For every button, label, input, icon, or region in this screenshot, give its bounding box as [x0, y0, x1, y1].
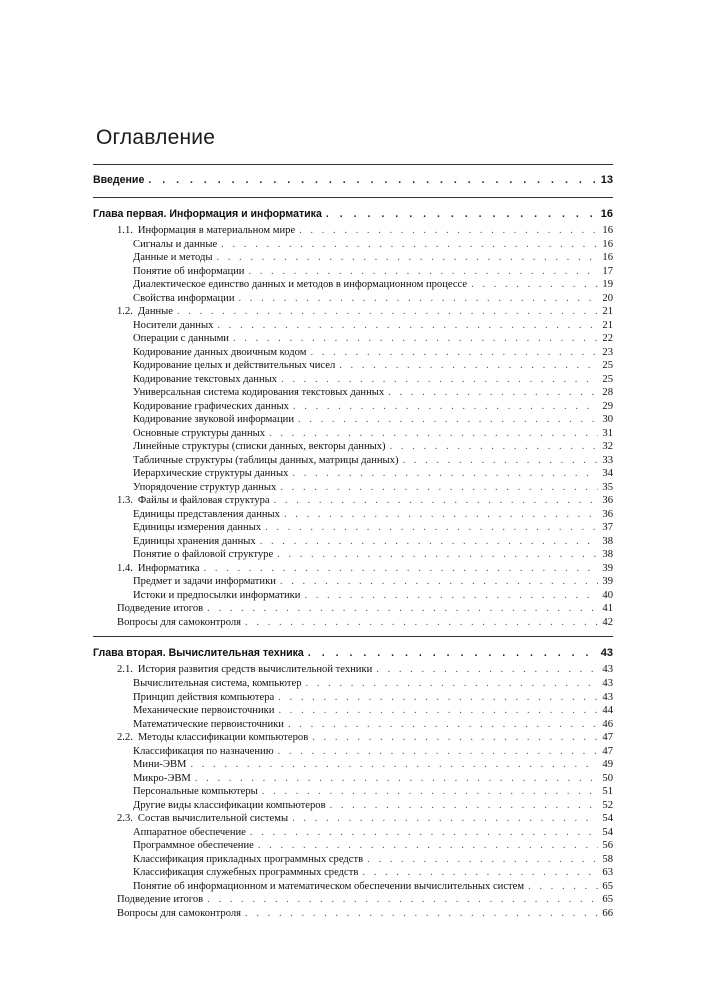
toc-subsection-row[interactable]: [93, 718, 613, 732]
dot-leader: [233, 332, 598, 346]
section-number: 2.1.: [117, 664, 133, 676]
toc-intro-page: 13: [600, 174, 613, 186]
toc-subsection-row[interactable]: [93, 785, 613, 799]
toc-intro-row[interactable]: [93, 171, 613, 190]
toc-entry-title: [133, 866, 358, 880]
toc-entry-title: [117, 663, 372, 677]
toc-entry-title: [133, 718, 284, 732]
toc-entry-title: [133, 346, 306, 360]
dot-leader: [326, 205, 597, 224]
toc-entry-page: 36: [602, 495, 613, 507]
toc-entry-page: 19: [602, 279, 613, 291]
toc-entry-page: 63: [602, 867, 613, 879]
toc-entry-title: [133, 772, 191, 786]
entry-text: Персональные компьютеры: [133, 786, 258, 798]
dot-leader: [390, 440, 599, 454]
toc-entry-page: 44: [602, 705, 613, 717]
toc-entry-title: [133, 589, 300, 603]
toc-entry-title: [117, 494, 270, 508]
toc-entry-title: [133, 359, 335, 373]
dot-leader: [376, 663, 598, 677]
dot-leader: [190, 758, 598, 772]
toc-section-row[interactable]: [93, 494, 613, 508]
toc-entry-title: [133, 508, 280, 522]
toc-entry-title: [133, 575, 276, 589]
dot-leader: [250, 826, 599, 840]
toc-entry-page: 35: [602, 481, 613, 493]
toc-subsection-row[interactable]: [93, 508, 613, 522]
entry-text: Данные: [137, 306, 173, 318]
chapter-title: Глава вторая. Вычислительная техника: [93, 647, 304, 660]
entry-text: Данные и методы: [133, 252, 213, 264]
toc-chapter-row[interactable]: [93, 644, 613, 663]
entry-text: Принцип действия компьютера: [133, 691, 275, 703]
entry-text: Истоки и предпосылки информатики: [133, 589, 301, 601]
toc-entry-page: 43: [602, 677, 613, 689]
entry-text: Носители данных: [133, 319, 214, 331]
dot-leader: [278, 745, 599, 759]
toc-entry-title: [133, 826, 246, 840]
toc-entry-page: 56: [602, 840, 613, 852]
toc-entry-page: 39: [602, 576, 613, 588]
dot-leader: [221, 238, 598, 252]
toc-entry-page: 54: [602, 813, 613, 825]
dot-leader: [288, 718, 598, 732]
dot-leader: [402, 454, 598, 468]
entry-text: Линейные структуры (списки данных, векторы данных): [133, 441, 386, 453]
chapter-2-block: [93, 644, 613, 920]
entry-text: Методы классификации компьютеров: [137, 732, 309, 744]
toc-entry-page: 38: [602, 549, 613, 561]
dot-leader: [281, 373, 598, 387]
toc-entry-title: [117, 224, 295, 238]
toc-entry-title: [133, 839, 254, 853]
toc-entry-page: 43: [602, 664, 613, 676]
section-divider: [93, 197, 613, 205]
entry-text: Математические первоисточники: [133, 718, 284, 730]
entry-text: Операции с данными: [133, 333, 229, 345]
chapter-page: 16: [600, 208, 613, 220]
toc-entry-page: 17: [602, 265, 613, 277]
chapter-page: 43: [600, 647, 613, 660]
toc-subsection-row[interactable]: [93, 589, 613, 603]
entry-text: Подведение итогов: [117, 603, 204, 615]
dot-leader: [195, 772, 599, 786]
dot-leader: [292, 467, 598, 481]
dot-leader: [260, 535, 599, 549]
toc-chapter-row[interactable]: [93, 205, 613, 224]
toc-entry-page: 47: [602, 732, 613, 744]
entry-text: Сигналы и данные: [133, 238, 218, 250]
toc-entry-page: 22: [602, 333, 613, 345]
toc-subsection-row[interactable]: [93, 866, 613, 880]
toc-entry-title: [133, 319, 213, 333]
toc-entry-page: 40: [602, 589, 613, 601]
toc-entry-title: [133, 292, 234, 306]
toc-summary-row[interactable]: [93, 616, 613, 630]
section-number: 2.2.: [117, 732, 133, 744]
toc-section-row[interactable]: [93, 663, 613, 677]
entry-text: Предмет и задачи информатики: [133, 576, 276, 588]
toc-entry-page: 20: [602, 292, 613, 304]
dot-leader: [293, 400, 598, 414]
dot-leader: [330, 799, 599, 813]
toc-entry-page: 36: [602, 508, 613, 520]
table-of-contents: [93, 171, 613, 920]
toc-entry-page: 25: [602, 360, 613, 372]
toc-entry-page: 16: [602, 238, 613, 250]
dot-leader: [274, 494, 599, 508]
toc-subsection-row[interactable]: [93, 278, 613, 292]
toc-section-row[interactable]: [93, 224, 613, 238]
toc-subsection-row[interactable]: [93, 880, 613, 894]
toc-entry-page: 21: [602, 306, 613, 318]
dot-leader: [367, 853, 598, 867]
toc-entry-page: 32: [602, 441, 613, 453]
dot-leader: [304, 589, 598, 603]
toc-entry-page: 30: [602, 414, 613, 426]
dot-leader: [262, 785, 599, 799]
entry-text: Аппаратное обеспечение: [133, 826, 246, 838]
toc-entry-page: 34: [602, 468, 613, 480]
toc-entry-title: [117, 731, 308, 745]
chapter-1-block: [93, 205, 613, 629]
chapter-1-entries: [93, 224, 613, 629]
toc-entry-title: [133, 440, 386, 454]
toc-entry-page: 37: [602, 522, 613, 534]
toc-entry-title: [133, 880, 524, 894]
entry-text: Кодирование звуковой информации: [133, 414, 294, 426]
toc-subsection-row[interactable]: [93, 400, 613, 414]
dot-leader: [217, 319, 598, 333]
entry-text: Вопросы для самоконтроля: [117, 616, 242, 628]
toc-entry-title: [133, 332, 229, 346]
entry-text: Свойства информации: [133, 292, 235, 304]
toc-entry-title: [133, 467, 288, 481]
toc-entry-title: [133, 400, 289, 414]
toc-subsection-row[interactable]: [93, 373, 613, 387]
title-rule: [93, 164, 613, 165]
toc-subsection-row[interactable]: [93, 319, 613, 333]
toc-summary-row[interactable]: [93, 602, 613, 616]
dot-leader: [204, 562, 599, 576]
toc-entry-page: 25: [602, 373, 613, 385]
dot-leader: [148, 171, 596, 190]
dot-leader: [306, 677, 599, 691]
toc-subsection-row[interactable]: [93, 467, 613, 481]
toc-entry-page: 23: [602, 346, 613, 358]
entry-text: Вычислительная система, компьютер: [133, 677, 302, 689]
entry-text: Вопросы для самоконтроля: [117, 907, 242, 919]
toc-subsection-row[interactable]: [93, 454, 613, 468]
entry-text: Кодирование данных двоичным кодом: [133, 346, 307, 358]
toc-subsection-row[interactable]: [93, 853, 613, 867]
dot-leader: [277, 548, 598, 562]
section-number: 1.3.: [117, 495, 133, 507]
toc-entry-page: 65: [602, 880, 613, 892]
toc-entry-title: [133, 265, 244, 279]
toc-entry-page: 50: [602, 772, 613, 784]
toc-subsection-row[interactable]: [93, 238, 613, 252]
dot-leader: [528, 880, 598, 894]
toc-subsection-row[interactable]: [93, 758, 613, 772]
entry-text: Единицы представления данных: [133, 508, 280, 520]
toc-entry-title: [133, 535, 256, 549]
entry-text: Понятие о файловой структуре: [133, 549, 274, 561]
toc-entry-page: 46: [602, 718, 613, 730]
toc-entry-page: 52: [602, 799, 613, 811]
toc-entry-title: [133, 799, 326, 813]
toc-subsection-row[interactable]: [93, 427, 613, 441]
toc-subsection-row[interactable]: [93, 413, 613, 427]
toc-subsection-row[interactable]: [93, 440, 613, 454]
toc-entry-title: [133, 521, 261, 535]
dot-leader: [299, 224, 598, 238]
toc-entry-page: 29: [602, 400, 613, 412]
dot-leader: [471, 278, 598, 292]
dot-leader: [280, 481, 598, 495]
entry-text: Другие виды классификации компьютеров: [133, 799, 326, 811]
entry-text: Единицы измерения данных: [133, 522, 262, 534]
toc-subsection-row[interactable]: [93, 799, 613, 813]
toc-entry-page: 47: [602, 745, 613, 757]
toc-section-row[interactable]: [93, 731, 613, 745]
toc-subsection-row[interactable]: [93, 575, 613, 589]
toc-subsection-row[interactable]: [93, 359, 613, 373]
dot-leader: [207, 602, 598, 616]
entry-text: Состав вычислительной системы: [137, 813, 289, 825]
dot-leader: [312, 731, 598, 745]
toc-entry-page: 38: [602, 535, 613, 547]
entry-text: Табличные структуры (таблицы данных, матрицы данных): [133, 454, 399, 466]
toc-entry-title: [133, 278, 467, 292]
entry-text: Диалектическое единство данных и методов в информационном процессе: [133, 279, 468, 291]
dot-leader: [177, 305, 598, 319]
dot-leader: [245, 616, 598, 630]
dot-leader: [278, 691, 598, 705]
toc-entry-title: [117, 893, 203, 907]
dot-leader: [207, 893, 598, 907]
chapter-2-entries: [93, 663, 613, 920]
dot-leader: [265, 521, 598, 535]
toc-subsection-row[interactable]: [93, 481, 613, 495]
entry-text: Основные структуры данных: [133, 427, 266, 439]
toc-entry-page: 16: [602, 225, 613, 236]
toc-subsection-row[interactable]: [93, 704, 613, 718]
toc-entry-title: [133, 785, 258, 799]
toc-subsection-row[interactable]: [93, 292, 613, 306]
toc-subsection-row[interactable]: [93, 332, 613, 346]
toc-subsection-row[interactable]: [93, 521, 613, 535]
toc-entry-page: 41: [602, 603, 613, 615]
toc-entry-page: 65: [602, 894, 613, 906]
chapter-title: Глава первая. Информация и информатика: [93, 208, 322, 220]
toc-entry-page: 58: [602, 853, 613, 865]
toc-subsection-row[interactable]: [93, 772, 613, 786]
toc-subsection-row[interactable]: [93, 535, 613, 549]
dot-leader: [280, 575, 598, 589]
toc-subsection-row[interactable]: [93, 826, 613, 840]
section-number: 1.2.: [117, 306, 133, 318]
toc-entry-page: 49: [602, 759, 613, 771]
dot-leader: [308, 644, 597, 663]
section-number: 2.3.: [117, 813, 133, 825]
toc-section-row[interactable]: [93, 305, 613, 319]
toc-entry-title: [133, 548, 273, 562]
toc-entry-title: [133, 704, 274, 718]
dot-leader: [339, 359, 598, 373]
entry-text: Информатика: [137, 562, 200, 574]
entry-text: Классификация служебных программных средств: [133, 867, 359, 879]
dot-leader: [388, 386, 598, 400]
toc-subsection-row[interactable]: [93, 386, 613, 400]
toc-entry-page: 21: [602, 319, 613, 331]
entry-text: Кодирование графических данных: [133, 400, 289, 412]
toc-subsection-row[interactable]: [93, 346, 613, 360]
entry-text: Файлы и файловая структура: [137, 495, 270, 507]
toc-entry-title: [117, 812, 288, 826]
toc-entry-title: [133, 386, 384, 400]
dot-leader: [258, 839, 599, 853]
entry-text: Классификация прикладных программных средств: [133, 853, 364, 865]
entry-text: Кодирование текстовых данных: [133, 373, 278, 385]
toc-entry-title: [117, 907, 241, 921]
entry-text: Мини-ЭВМ: [133, 759, 187, 771]
toc-entry-title: [133, 853, 363, 867]
dot-leader: [362, 866, 598, 880]
toc-section-row[interactable]: [93, 562, 613, 576]
toc-summary-row[interactable]: [93, 907, 613, 921]
section-number: 1.4.: [117, 562, 133, 574]
entry-text: Информация в материальном мире: [137, 225, 296, 236]
dot-leader: [310, 346, 598, 360]
toc-subsection-row[interactable]: [93, 691, 613, 705]
entry-text: Понятие об информационном и математическом обеспечении вычислительных систем: [133, 880, 525, 892]
dot-leader: [284, 508, 598, 522]
toc-subsection-row[interactable]: [93, 251, 613, 265]
toc-entry-title: [133, 251, 212, 265]
toc-entry-title: [133, 454, 398, 468]
entry-text: История развития средств вычислительной техники: [137, 664, 373, 676]
entry-text: Подведение итогов: [117, 894, 204, 906]
entry-text: Программное обеспечение: [133, 840, 254, 852]
toc-entry-title: [133, 427, 265, 441]
dot-leader: [248, 265, 598, 279]
entry-text: Понятие об информации: [133, 265, 245, 277]
toc-entry-title: [133, 758, 186, 772]
toc-entry-title: [133, 413, 294, 427]
dot-leader: [245, 907, 598, 921]
toc-subsection-row[interactable]: [93, 548, 613, 562]
toc-entry-title: [133, 691, 274, 705]
toc-entry-title: [117, 616, 241, 630]
dot-leader: [238, 292, 598, 306]
toc-intro-title: Введение: [93, 174, 145, 186]
page-title: Оглавление: [96, 126, 216, 149]
toc-entry-page: 39: [602, 562, 613, 574]
toc-entry-title: [133, 481, 276, 495]
entry-text: Механические первоисточники: [133, 705, 275, 717]
entry-text: Классификация по назначению: [133, 745, 274, 757]
toc-entry-page: 51: [602, 786, 613, 798]
dot-leader: [278, 704, 598, 718]
toc-subsection-row[interactable]: [93, 745, 613, 759]
entry-text: Универсальная система кодирования текстовых данных: [133, 387, 385, 399]
section-number: 1.1.: [117, 225, 133, 236]
toc-entry-title: [117, 602, 203, 616]
toc-subsection-row[interactable]: [93, 677, 613, 691]
entry-text: Единицы хранения данных: [133, 535, 256, 547]
section-divider: [93, 636, 613, 644]
toc-subsection-row[interactable]: [93, 265, 613, 279]
toc-entry-title: [117, 305, 173, 319]
toc-summary-row[interactable]: [93, 893, 613, 907]
entry-text: Иерархические структуры данных: [133, 468, 289, 480]
dot-leader: [292, 812, 598, 826]
dot-leader: [269, 427, 598, 441]
toc-section-row[interactable]: [93, 812, 613, 826]
toc-entry-page: 28: [602, 387, 613, 399]
toc-entry-title: [133, 238, 217, 252]
toc-entry-page: 42: [602, 616, 613, 628]
entry-text: Микро-ЭВМ: [133, 772, 191, 784]
dot-leader: [216, 251, 598, 265]
toc-entry-title: [133, 745, 274, 759]
dot-leader: [298, 413, 598, 427]
toc-entry-page: 66: [602, 907, 613, 919]
toc-entry-page: 43: [602, 691, 613, 703]
toc-entry-title: [133, 373, 277, 387]
toc-entry-title: [133, 677, 302, 691]
toc-entry-page: 31: [602, 427, 613, 439]
toc-entry-title: [117, 562, 200, 576]
toc-entry-page: 16: [602, 252, 613, 264]
toc-subsection-row[interactable]: [93, 839, 613, 853]
entry-text: Упорядочение структур данных: [133, 481, 277, 493]
toc-entry-page: 33: [602, 454, 613, 466]
toc-entry-page: 54: [602, 826, 613, 838]
entry-text: Кодирование целых и действительных чисел: [133, 360, 336, 372]
